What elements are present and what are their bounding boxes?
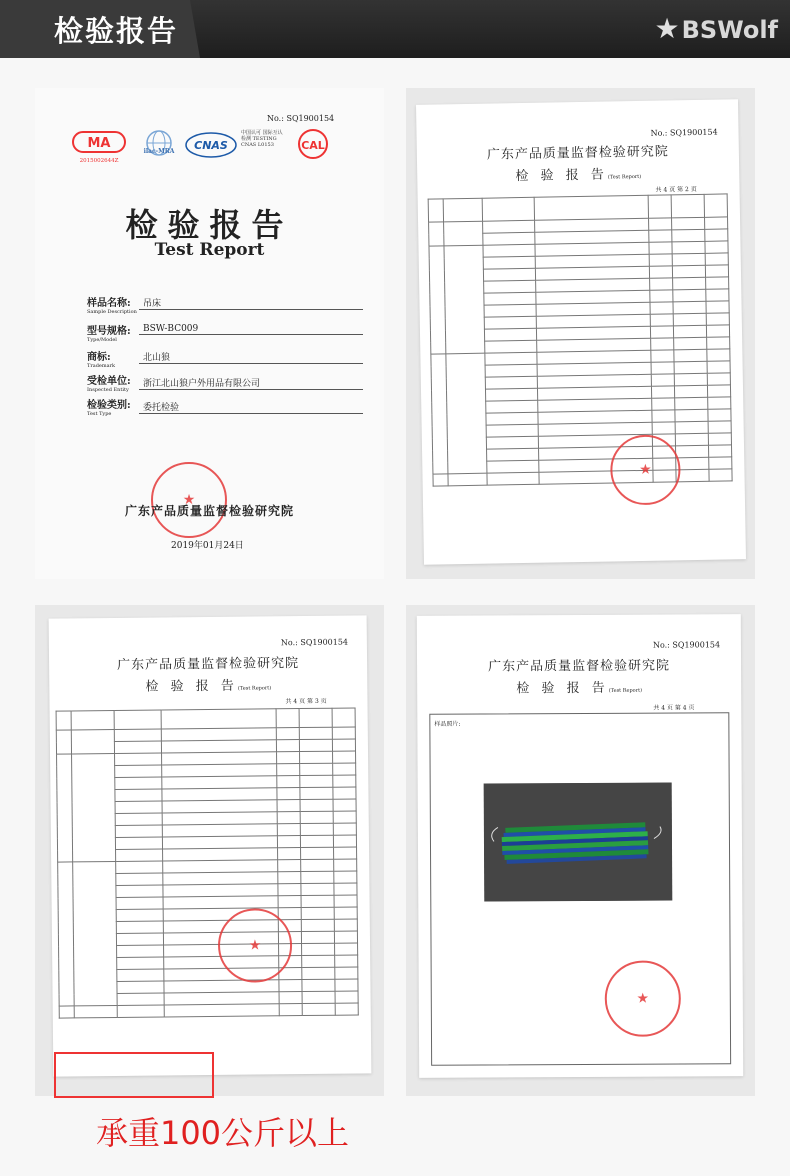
field-label-model: 型号规格: Type/Model xyxy=(87,326,131,343)
field-label-testtype: 检验类别: Test Type xyxy=(87,400,131,417)
cnas-caption: 中国认可 国际互认 检测 TESTING CNAS L0153 xyxy=(241,130,283,148)
cal-logo xyxy=(293,128,333,164)
report-subtitle: 检 验 报 告(Test Report) xyxy=(145,678,272,695)
ilac-text: ilac-MRA xyxy=(143,148,175,155)
cover-title-cn: 检验报告 xyxy=(125,206,294,244)
panel-page-2 xyxy=(406,88,755,579)
page-title: 检验报告 xyxy=(54,14,179,48)
field-label-sample: 样品名称: Sample Description xyxy=(87,298,137,315)
panel-cover xyxy=(35,88,384,579)
load-capacity-highlight-box xyxy=(54,1052,214,1098)
cma-mark-icon xyxy=(71,128,127,158)
report-number: No.: SQ1900154 xyxy=(267,114,335,123)
load-capacity-caption: 承重100公斤以上 xyxy=(95,1114,350,1152)
test-results-table xyxy=(428,193,733,486)
official-seal-stamp: ★ xyxy=(151,462,227,538)
field-value-model: BSW-BC009 xyxy=(139,324,363,335)
report-page-2 xyxy=(416,99,746,565)
svg-text:MA: MA xyxy=(87,136,111,151)
panel-page-4 xyxy=(406,605,755,1096)
report-page-3 xyxy=(49,615,372,1076)
field-value-testtype: 委托检验 xyxy=(139,400,363,414)
institute-name: 广东产品质量监督检验研究院 xyxy=(117,656,300,673)
cover-institute: 广东产品质量监督检验研究院 xyxy=(124,504,294,518)
page-info: 共 4 页 第 3 页 xyxy=(285,697,327,706)
cnas-logo xyxy=(185,132,237,158)
official-seal-stamp: ★ xyxy=(610,434,681,505)
cma-code: 2015002644Z xyxy=(79,158,119,164)
official-seal-stamp: ★ xyxy=(605,960,681,1036)
report-page-4 xyxy=(417,614,743,1078)
report-cover-page xyxy=(35,88,384,579)
field-value-sample: 吊床 xyxy=(139,296,363,310)
report-subtitle: 检 验 报 告(Test Report) xyxy=(516,680,643,697)
cover-date: 2019年01月24日 xyxy=(171,541,244,551)
cma-logo xyxy=(71,128,127,164)
photo-label: 样品照片: xyxy=(434,720,461,728)
test-results-table xyxy=(56,707,359,1018)
report-subtitle: 检 验 报 告(Test Report) xyxy=(515,167,642,185)
institute-name: 广东产品质量监督检验研究院 xyxy=(486,144,670,163)
report-number: No.: SQ1900154 xyxy=(280,637,349,648)
panel-page-3 xyxy=(35,605,384,1096)
report-number: No.: SQ1900154 xyxy=(652,640,721,650)
field-label-trademark: 商标: Trademark xyxy=(87,352,116,369)
page-header xyxy=(0,0,790,58)
cal-mark-text: CAL xyxy=(301,139,325,152)
cnas-mark-text: CNAS xyxy=(194,139,228,152)
brand-text: BSWolf xyxy=(681,16,778,44)
institute-name: 广东产品质量监督检验研究院 xyxy=(488,658,671,675)
star-icon: ★ xyxy=(654,12,680,45)
official-seal-stamp: ★ xyxy=(218,908,293,983)
page-info: 共 4 页 第 4 页 xyxy=(653,704,695,712)
page-info: 共 4 页 第 2 页 xyxy=(655,185,697,194)
brand-logo xyxy=(655,12,778,45)
report-number: No.: SQ1900154 xyxy=(650,127,718,138)
hammock-sample-photo xyxy=(484,783,673,902)
field-value-trademark: 北山狼 xyxy=(139,350,363,364)
ilac-logo xyxy=(139,130,179,158)
field-label-entity: 受检单位: Inspected Entity xyxy=(87,376,131,393)
cover-title-en: Test Report xyxy=(154,240,265,260)
field-value-entity: 浙江北山狼户外用品有限公司 xyxy=(139,376,363,390)
hammock-image xyxy=(484,783,673,902)
